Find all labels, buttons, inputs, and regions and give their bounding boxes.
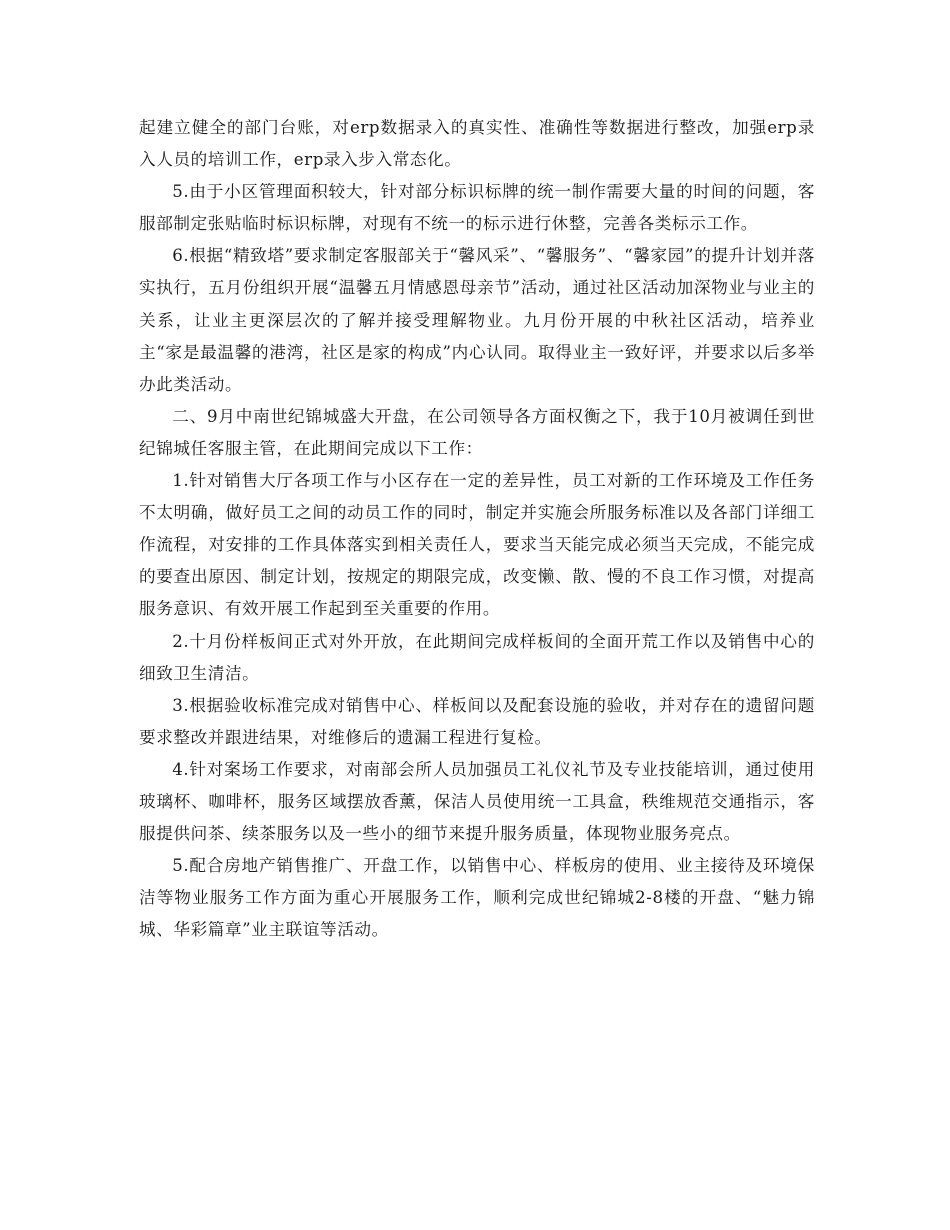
paragraph-item-6-activities: 6.根据“精致塔”要求制定客服部关于“馨风采”、“馨服务”、“馨家园”的提升计划并落实执行，五月份组织开展“温馨五月情感恩母亲节”活动，通过社区活动加深物业与业主的关系，让业主更深层次的了解并接受理解物业。九月份开展的中秋社区活动，培养业主“家是最温馨的港湾，社区是家的构成”内心认同。取得业主一致好评，并要求以后多举办此类活动。	[139, 246, 815, 394]
paragraph-item-4-training: 4.针对案场工作要求，对南部会所人员加强员工礼仪礼节及专业技能培训，通过使用玻璃杯、咖啡杯，服务区域摆放香薰，保洁人员使用统一工具盒，秩维规范交通指示，客服提供问茶、续茶服务以及一些小的细节来提升服务质量，体现物业服务亮点。	[139, 759, 815, 844]
paragraph-item-1-sales-hall: 1.针对销售大厅各项工作与小区存在一定的差异性，员工对新的工作环境及工作任务不太明确，做好员工之间的动员工作的同时，制定并实施会所服务标准以及各部门详细工作流程，对安排的工作具体落实到相关责任人，要求当天能完成必须当天完成，不能完成的要查出原因、制定计划，按规定的期限完成，改变懒、散、慢的不良工作习惯，对提高服务意识、有效开展工作起到至关重要的作用。	[139, 471, 815, 619]
paragraph-continuation: 起建立健全的部门台账，对erp数据录入的真实性、准确性等数据进行整改，加强erp录入人员的培训工作，erp录入步入常态化。	[139, 118, 815, 170]
document-body	[139, 112, 815, 946]
paragraph-item-2-showroom: 2.十月份样板间正式对外开放，在此期间完成样板间的全面开荒工作以及销售中心的细致卫生清洁。	[139, 631, 815, 683]
paragraph-item-5-signage: 5.由于小区管理面积较大，针对部分标识标牌的统一制作需要大量的时间的问题，客服部制定张贴临时标识标牌，对现有不统一的标示进行休整，完善各类标示工作。	[139, 182, 815, 234]
paragraph-section-two: 二、9月中南世纪锦城盛大开盘，在公司领导各方面权衡之下，我于10月被调任到世纪锦城任客服主管，在此期间完成以下工作：	[139, 406, 815, 458]
paragraph-item-5-sales-promotion: 5.配合房地产销售推广、开盘工作，以销售中心、样板房的使用、业主接待及环境保洁等物业服务工作方面为重心开展服务工作，顺利完成世纪锦城2-8楼的开盘、“魅力锦城、华彩篇章”业主联谊等活动。	[139, 856, 815, 940]
paragraph-item-3-acceptance: 3.根据验收标准完成对销售中心、样板间以及配套设施的验收，并对存在的遗留问题要求整改并跟进结果，对维修后的遗漏工程进行复检。	[139, 695, 815, 747]
